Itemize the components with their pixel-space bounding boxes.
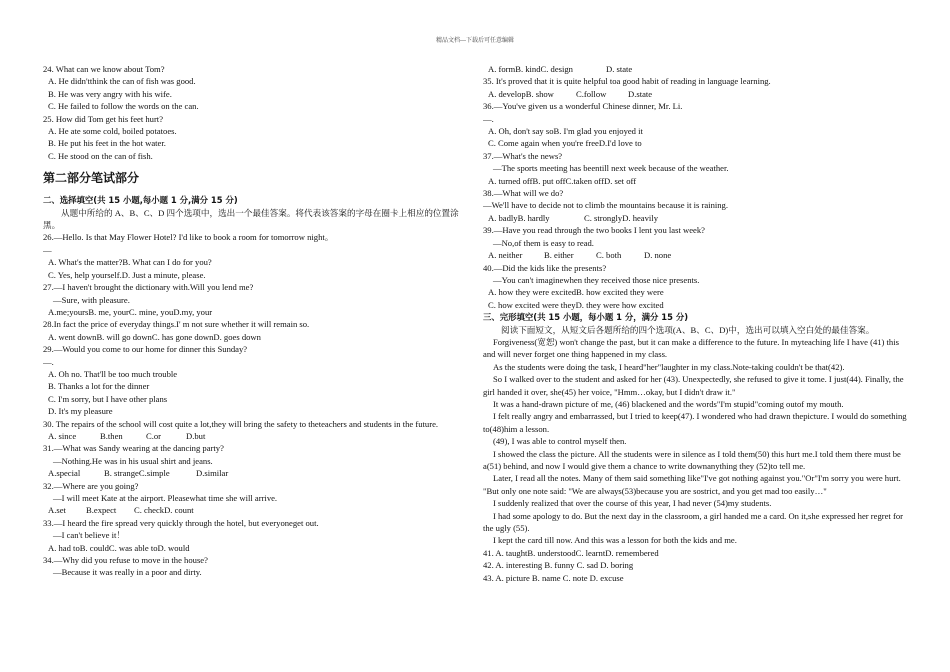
question-24: 24. What can we know about Tom? xyxy=(43,64,165,74)
option-31a: A.special xyxy=(48,468,81,479)
question-27-reply: —Sure, with pleasure. xyxy=(53,294,130,305)
question-32-reply: —I will meet Kate at the airport. Pleasewhat time she will arrive. xyxy=(53,493,278,503)
passage-paragraph: (49), I was able to control myself then. xyxy=(493,436,627,447)
question-31: 31.—What was Sandy wearing at the dancing party? xyxy=(43,443,224,454)
passage-paragraph: I suddenly realized that over the course of this year, I had never (54)my students. xyxy=(493,498,772,509)
options-39 xyxy=(483,249,908,261)
question-39: 39.—Have you read through the two books I lent you last week? xyxy=(483,225,705,236)
option-24a: A. He didn'tthink the can of fish was good. xyxy=(48,76,196,87)
option-35c: C.follow xyxy=(576,88,607,99)
options-38 xyxy=(483,212,908,224)
question-25: 25. How did Tom get his feet hurt? xyxy=(43,113,164,124)
part-title: 第二部分笔试部分 xyxy=(43,171,140,186)
question-33: 33.—I heard the fire spread very quickly through the hotel, but everyoneget out. xyxy=(43,517,319,528)
page-header: 精品文档---下载后可任意编辑 xyxy=(436,38,514,44)
question-34-reply: —Because it was really in a poor and dirty. xyxy=(53,567,202,578)
question-43: 43. A. picture B. name C. note D. excuse xyxy=(483,572,624,583)
options-40-cd: C. how excited were theyD. they were how excited xyxy=(488,299,664,310)
question-30: 30. The repairs of the school will cost quite a lot,they will bring the safety to theteachers and students in the future. xyxy=(43,418,439,429)
passage-paragraph: I kept the card till now. And this was a lesson for both the kids and me. xyxy=(493,535,737,546)
option-34d: D. state xyxy=(606,64,633,74)
option-35d: D.state xyxy=(628,88,653,99)
option-39b: B. either xyxy=(544,250,574,261)
option-38cd: C. stronglyD. heavily xyxy=(584,212,658,223)
question-36-blank: —. xyxy=(483,113,494,124)
options-28: A. went downB. will go downC. has gone downD. goes down xyxy=(48,331,261,342)
passage-paragraph: It was a hand-drawn picture of me, (46) blackened and the words"I'm stupid"coming outof my mouth. xyxy=(493,398,844,409)
section2-instructions: 阅读下面短文，从短文后各题所给的四个选项(A、B、C、D)中，选出可以填入空白处的最佳答案。 xyxy=(501,324,875,335)
options-26-cd: C. Yes, help yourself.D. Just a minute, please. xyxy=(48,269,206,280)
question-34: 34.—Why did you refuse to move in the house? xyxy=(43,555,208,566)
option-32cd: C. checkD. count xyxy=(134,505,194,516)
option-30a: A. since xyxy=(48,430,77,441)
question-36: 36.—You've given us a wonderful Chinese dinner, Mr. Li. xyxy=(483,101,683,112)
option-39a: A. neither xyxy=(488,250,523,261)
question-29: 29.—Would you come to our home for dinner this Sunday? xyxy=(43,344,248,355)
option-39d: D. none xyxy=(644,250,672,261)
question-37: 37.—What's the news? xyxy=(483,150,563,161)
passage-paragraph: I showed the class the picture. All the students were in silence as I told them(50) this hurt me.I told them there must be a(51) behind, and now I would give them a chance to write downanything they (52)to tell me. xyxy=(483,448,901,471)
option-30c: C.or xyxy=(146,430,162,441)
option-32b: B.expect xyxy=(86,505,117,516)
question-40: 40.—Did the kids like the presents? xyxy=(483,262,607,273)
passage-paragraph: I felt really angry and embarrassed, but I tried to keep(47). I wondered who had drawn thepicture. I would do something to(48)him a lesson. xyxy=(483,411,907,434)
passage-paragraph: Forgiveness(宽恕) won't change the past, but it can make a difference to the future. In myteaching life I have (41) this and will never forget one thing happened in my class. xyxy=(483,336,899,360)
passage-paragraph: As the students were doing the task, I heard"her"laughter in my class.Note-taking couldn't be that(42). xyxy=(493,361,845,372)
options-31 xyxy=(43,467,468,479)
question-26: 26.—Hello. Is that May Flower Hotel? I'd like to book a room for tomorrow night。 xyxy=(43,232,334,243)
option-25c: C. He stood on the can of fish. xyxy=(48,150,153,161)
question-37-reply: —The sports meeting has beentill next week because of the weather. xyxy=(493,163,729,174)
option-25a: A. He ate some cold, boiled potatoes. xyxy=(48,126,177,137)
question-41: 41. A. taughtB. understoodC. learntD. remembered xyxy=(483,547,659,558)
option-38ab: A. badlyB. hardly xyxy=(488,212,550,223)
option-29c: C. I'm sorry, but I have other plans xyxy=(48,393,168,404)
section2-title: 三、完形填空(共 15 小题，每小题 1 分，满分 15 分) xyxy=(483,312,689,323)
question-29-blank: —. xyxy=(43,356,54,367)
left-column xyxy=(43,63,468,579)
option-29d: D. It's my pleasure xyxy=(48,406,113,417)
options-40-ab: A. how they were excitedB. how excited they were xyxy=(488,287,664,298)
option-29b: B. Thanks a lot for the dinner xyxy=(48,381,150,392)
option-34abc: A. formB. kindC. design xyxy=(488,64,573,74)
option-32a: A.set xyxy=(48,505,66,516)
question-33-reply: —I can't believe it！ xyxy=(53,530,125,541)
options-30 xyxy=(43,430,468,442)
question-27: 27.—I haven't brought the dictionary with.Will you lend me? xyxy=(43,282,254,293)
passage-paragraph: So I walked over to the student and asked for her (43). Unexpectedly, she refused to give it tome. I just(44). Finally, the girl handed it over, she(45) her voice, "Hmm…okay, but I didn't draw it." xyxy=(483,374,904,397)
option-31d: D.similar xyxy=(196,468,229,479)
question-42: 42. A. interesting B. funny C. sad D. boring xyxy=(483,560,634,571)
option-39c: C. both xyxy=(596,250,622,261)
question-38-reply: —We'll have to decide not to climb the mountains because it is raining. xyxy=(483,200,729,211)
question-32: 32.—Where are you going? xyxy=(43,480,139,491)
question-35: 35. It's proved that it is quite helpful toa good habit of reading in language learning. xyxy=(483,76,771,87)
options-33: A. had toB. couldC. was able toD. would xyxy=(48,542,190,553)
section1-instructions: 从题中所给的 A、B、C、D 四个选项中，选出一个最佳答案。将代表该答案的字母在圈卡上相应的位置涂黑。 xyxy=(43,207,459,231)
option-25b: B. He put his feet in the hot water. xyxy=(48,138,166,149)
options-35 xyxy=(483,88,908,100)
option-24c: C. He failed to follow the words on the can. xyxy=(48,101,199,112)
options-36-cd: C. Come again when you're freeD.I'd love to xyxy=(488,138,642,149)
options-37: A. turned offB. put offC.taken offD. set off xyxy=(488,175,637,186)
question-28: 28.In fact the price of everyday things.I' m not sure whether it will remain so. xyxy=(43,319,310,330)
passage-paragraph: I had some apology to do. But the next day in the classroom, a girl handed me a card. On it,she expressed her regret for the ugly (55). xyxy=(483,510,903,534)
options-26-ab: A. What's the matter?B. What can I do for you? xyxy=(48,257,212,268)
option-31bc: B. strangeC.simple xyxy=(104,468,170,479)
option-30b: B.then xyxy=(100,430,123,441)
passage-paragraph: Later, I read all the notes. Many of them said something like"I've got nothing against you."Or"I'm sorry you were hurt. "But only one note said: "We are always(53)because you are sostrict, and you get mad too easily…" xyxy=(483,473,901,496)
question-39-reply: —No,of them is easy to read. xyxy=(493,237,594,248)
question-31-reply: —Nothing.He was in his usual shirt and jeans. xyxy=(53,455,213,466)
right-column xyxy=(483,63,908,584)
option-30d: D.but xyxy=(186,430,206,441)
options-32 xyxy=(43,504,468,516)
option-29a: A. Oh no. That'll be too much trouble xyxy=(48,368,178,379)
options-27: A.me;yoursB. me, yourC. mine, youD.my, your xyxy=(48,306,213,317)
question-26-blank: — xyxy=(43,244,52,255)
options-36-ab: A. Oh, don't say soB. I'm glad you enjoyed it xyxy=(488,126,643,137)
question-38: 38.—What will we do? xyxy=(483,188,564,199)
question-40-reply: —You can't imaginewhen they received those nice presents. xyxy=(493,274,700,285)
options-34 xyxy=(483,63,908,75)
option-35ab: A. developB. show xyxy=(488,88,554,99)
option-24b: B. He was very angry with his wife. xyxy=(48,88,172,99)
section1-title: 二、选择填空(共 15 小题,每小题 1 分,满分 15 分) xyxy=(43,195,238,206)
